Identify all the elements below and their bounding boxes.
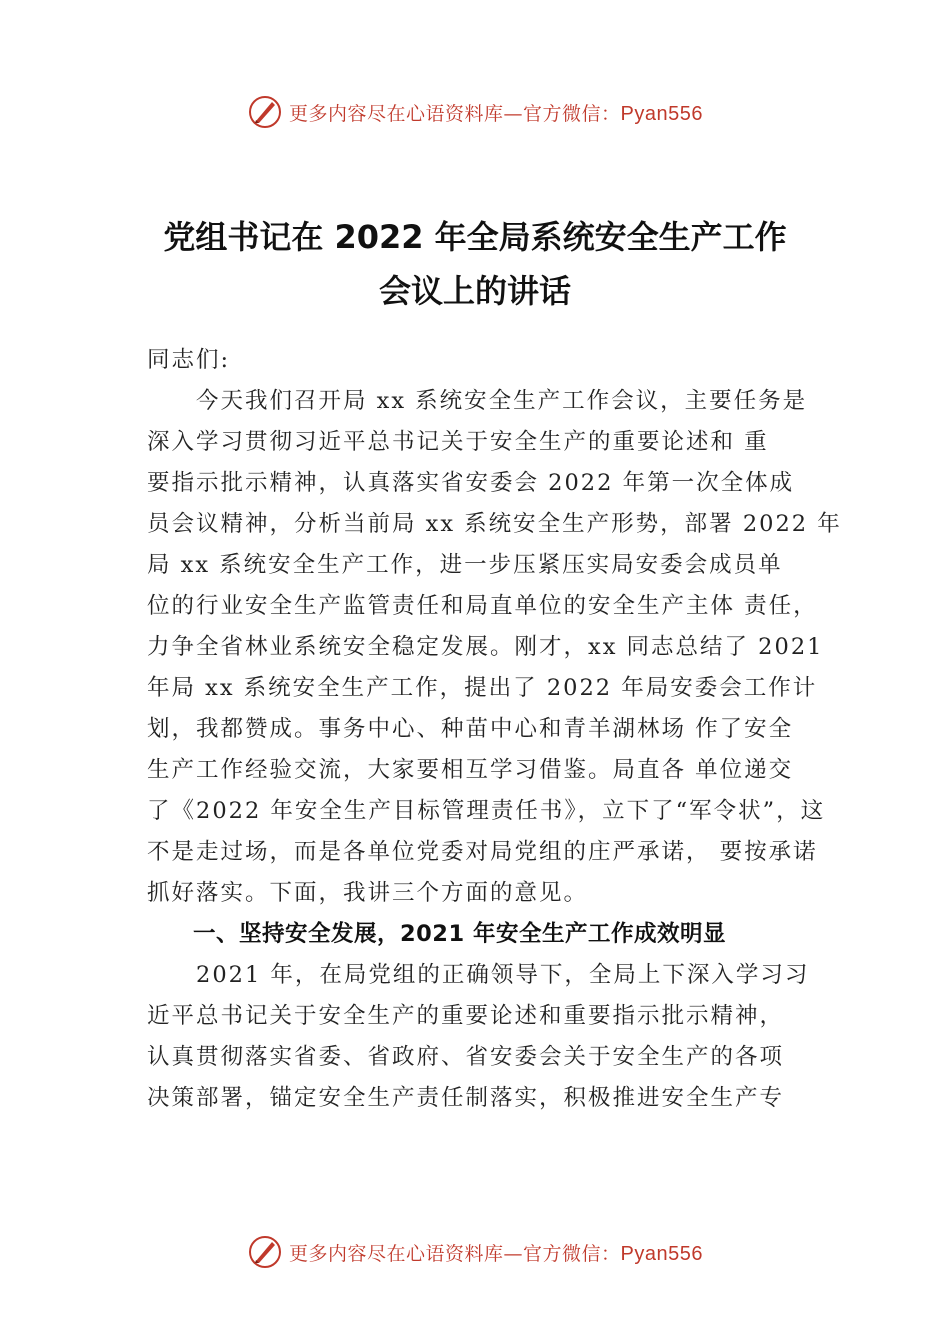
body-line: 划，我都赞成。事务中心、种苗中心和青羊湖林场 作了安全 xyxy=(147,716,794,742)
body-line: 局 xx 系统安全生产工作，进一步压紧压实局安委会成员单 xyxy=(147,552,783,578)
body-line: 决策部署，锚定安全生产责任制落实，积极推进安全生产专 xyxy=(147,1085,785,1111)
section-heading: 一、坚持安全发展，2021 年安全生产工作成效明显 xyxy=(147,921,726,947)
banner-text: 更多内容尽在心语资料库—官方微信：Pyan556 xyxy=(289,1242,703,1265)
body-line: 员会议精神，分析当前局 xx 系统安全生产形势，部署 2022 年 xyxy=(147,511,842,537)
body-line: 生产工作经验交流，大家要相互学习借鉴。局直各 单位递交 xyxy=(147,757,794,783)
document-body xyxy=(147,340,847,1119)
body-line: 年局 xx 系统安全生产工作，提出了 2022 年局安委会工作计 xyxy=(147,675,818,701)
body-line: 今天我们召开局 xx 系统安全生产工作会议，主要任务是 xyxy=(147,388,808,414)
banner-text: 更多内容尽在心语资料库—官方微信：Pyan556 xyxy=(289,102,703,125)
body-line: 2021 年，在局党组的正确领导下，全局上下深入学习习 xyxy=(147,962,810,988)
banner-account: Pyan556 xyxy=(620,1242,703,1265)
banner-account: Pyan556 xyxy=(620,102,703,125)
body-line: 要指示批示精神，认真落实省安委会 2022 年第一次全体成 xyxy=(147,470,795,496)
body-line: 深入学习贯彻习近平总书记关于安全生产的重要论述和 重 xyxy=(147,429,769,455)
header-banner xyxy=(0,92,950,132)
body-line: 了《2022 年安全生产目标管理责任书》，立下了“军令状”，这 xyxy=(147,798,826,824)
pen-circle-logo-icon xyxy=(247,94,283,130)
title-line-1: 党组书记在 2022 年全局系统安全生产工作 xyxy=(163,218,787,256)
title-line-2: 会议上的讲话 xyxy=(378,272,571,310)
body-line: 位的行业安全生产监管责任和局直单位的安全生产主体 责任， xyxy=(147,593,818,619)
body-line: 同志们: xyxy=(147,347,231,373)
body-line: 认真贯彻落实省委、省政府、省安委会关于安全生产的各项 xyxy=(147,1044,785,1070)
body-line: 不是走过场，而是各单位党委对局党组的庄严承诺， 要按承诺 xyxy=(147,839,818,865)
pen-circle-logo-icon xyxy=(247,1234,283,1270)
footer-banner xyxy=(0,1232,950,1272)
document-title xyxy=(0,210,950,318)
body-line: 抓好落实。下面，我讲三个方面的意见。 xyxy=(147,880,589,906)
body-line: 力争全省林业系统安全稳定发展。刚才，xx 同志总结了 2021 xyxy=(147,634,824,660)
body-line: 近平总书记关于安全生产的重要论述和重要指示批示精神， xyxy=(147,1003,785,1029)
